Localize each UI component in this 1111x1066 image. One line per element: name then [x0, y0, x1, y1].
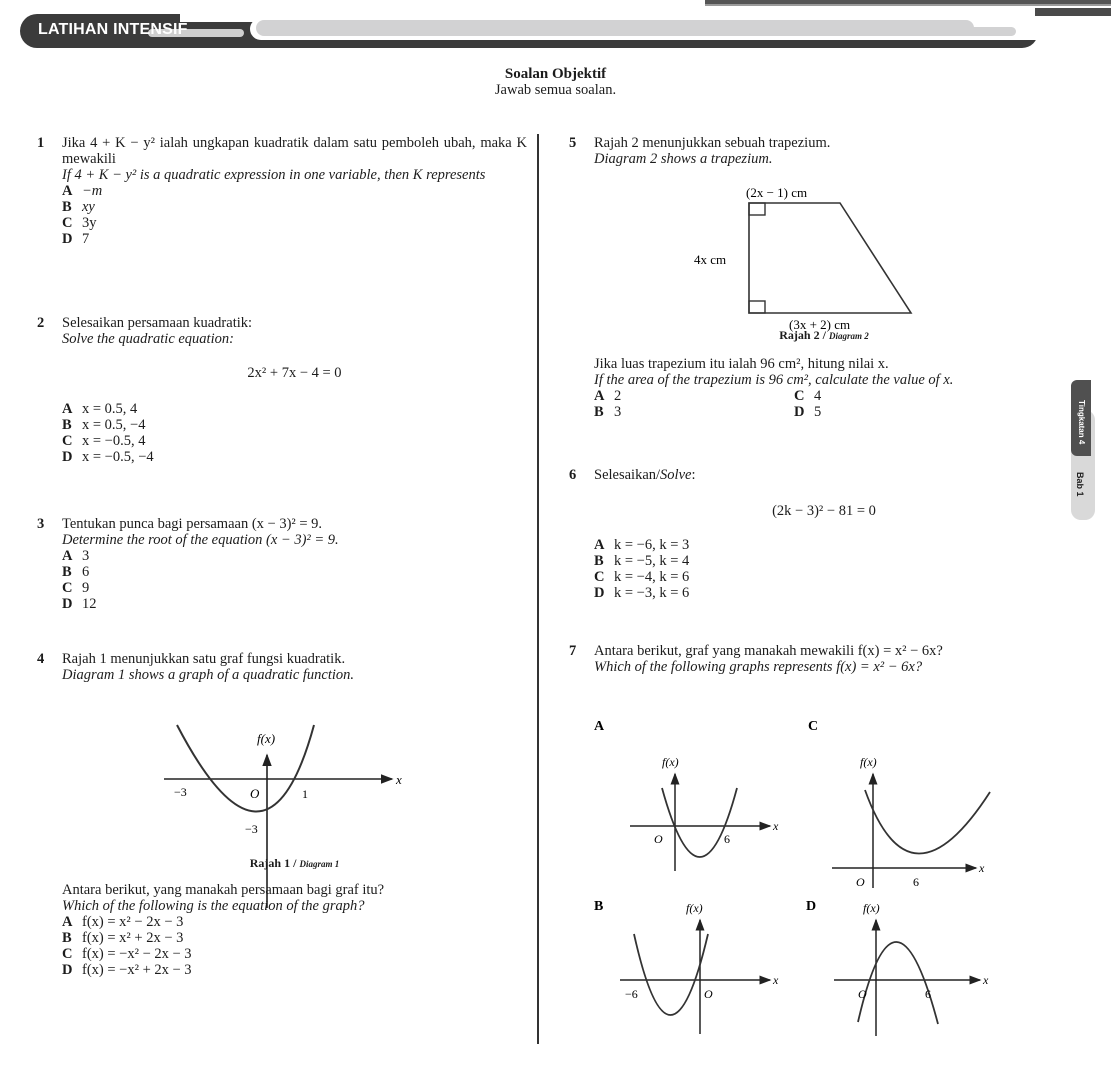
left-side-label: 4x cm — [694, 252, 727, 267]
caption-separator: / — [819, 328, 829, 342]
graph-option-a[interactable] — [594, 719, 779, 871]
diagram-1-caption — [62, 855, 527, 872]
root-label: −6 — [625, 987, 638, 1001]
option-b[interactable] — [62, 417, 527, 433]
question-text-en: Diagram 2 shows a trapezium. — [594, 151, 773, 167]
option-a[interactable] — [62, 548, 527, 564]
caption-ms: Rajah 2 — [779, 328, 820, 342]
option-a[interactable] — [62, 183, 527, 199]
question-text-ms: Selesaikan persamaan kuadratik: — [62, 315, 253, 331]
origin-label: O — [856, 875, 865, 889]
option-letter: D — [62, 231, 73, 247]
question-subtext-en: Which of the following is the equation of the graph? — [62, 898, 365, 914]
option-d[interactable] — [794, 404, 994, 420]
option-value: 6 — [82, 564, 90, 580]
question-text-en: Solve — [660, 467, 692, 483]
caption-separator: / — [290, 856, 300, 870]
option-letter: A — [62, 401, 73, 417]
origin-label: O — [704, 987, 713, 1001]
option-value: 2 — [614, 388, 622, 404]
side-tab-chapter-label: Bab 1 — [1075, 472, 1085, 497]
question-text-ms: Rajah 1 menunjukkan satu graf fungsi kuadratik. — [62, 651, 346, 667]
y-intercept-label: −3 — [245, 822, 258, 836]
option-letter: C — [594, 569, 605, 585]
option-letter: A — [62, 914, 73, 930]
option-a[interactable] — [594, 537, 1054, 553]
graph-option-d[interactable] — [806, 899, 989, 1036]
option-value: x = 0.5, 4 — [82, 401, 138, 417]
option-letter: B — [62, 417, 72, 433]
y-axis-label: f(x) — [686, 901, 703, 915]
x-axis-label: x — [983, 973, 989, 987]
option-d[interactable] — [594, 585, 1054, 601]
x-axis-label: x — [773, 973, 779, 987]
caption-en: Diagram 1 — [299, 859, 340, 869]
parabola-curve — [858, 942, 938, 1024]
parabola-curve — [177, 725, 314, 812]
option-letter: B — [62, 930, 72, 946]
option-value: k = −3, k = 6 — [614, 585, 690, 601]
option-d[interactable] — [62, 231, 527, 247]
option-letter: B — [62, 199, 72, 215]
option-d[interactable] — [62, 449, 527, 465]
question-text-ms: Jika 4 + K − y² ialah ungkapan kuadratik dalam satu pemboleh ubah, maka K mewakili — [62, 135, 527, 167]
option-b[interactable] — [594, 404, 794, 420]
diagram-1-graph — [62, 683, 527, 853]
question-text-ms: Selesaikan/ — [594, 467, 661, 483]
section-title: Soalan Objektif — [504, 66, 607, 82]
option-c[interactable] — [62, 215, 527, 231]
x-axis-label: x — [773, 819, 779, 833]
option-value: 7 — [82, 231, 90, 247]
option-value: k = −5, k = 4 — [614, 553, 690, 569]
option-b[interactable] — [62, 199, 527, 215]
option-c[interactable] — [794, 388, 994, 404]
question-number: 1 — [37, 135, 45, 151]
y-axis-label: f(x) — [860, 755, 877, 769]
parabola-curve — [865, 790, 990, 854]
right-angle-marker — [749, 301, 765, 313]
question-text-suffix: : — [691, 467, 696, 483]
parabola-curve — [634, 934, 708, 1015]
question-2 — [37, 315, 527, 465]
question-text — [594, 467, 1054, 483]
option-letter: D — [594, 585, 605, 601]
root-label: 6 — [913, 875, 919, 889]
option-value: 4 — [814, 388, 822, 404]
option-d[interactable] — [62, 962, 527, 978]
question-equation: 2x² + 7x − 4 = 0 — [247, 365, 342, 381]
origin-label: O — [654, 832, 663, 846]
question-subtext-ms: Jika luas trapezium itu ialah 96 cm², hitung nilai x. — [594, 356, 889, 372]
graph-option-b[interactable] — [594, 899, 779, 1034]
trapezium-shape — [749, 203, 911, 313]
option-letter: C — [62, 215, 73, 231]
option-value: f(x) = −x² + 2x − 3 — [82, 962, 192, 978]
option-value: 3 — [82, 548, 90, 564]
section-heading — [0, 66, 1111, 98]
option-value: 5 — [814, 404, 822, 420]
y-axis-label: f(x) — [863, 901, 880, 915]
option-value: 3y — [82, 215, 97, 231]
options-grid — [594, 388, 1054, 420]
option-letter: D — [62, 596, 73, 612]
option-letter: B — [594, 404, 604, 420]
section-instruction: Jawab semua soalan. — [494, 82, 617, 98]
question-text-en: If 4 + K − y² is a quadratic expression in one variable, then K represents — [62, 167, 486, 183]
question-text-en: Which of the following graphs represents f(x) = x² − 6x? — [594, 659, 923, 675]
option-b[interactable] — [62, 930, 527, 946]
column-divider — [537, 134, 539, 1044]
option-value: k = −6, k = 3 — [614, 537, 690, 553]
banner-gray-bar-end — [960, 27, 1016, 36]
question-7 — [569, 643, 1054, 675]
option-c[interactable] — [62, 946, 527, 962]
option-value: x = −0.5, 4 — [82, 433, 146, 449]
question-text-ms: Rajah 2 menunjukkan sebuah trapezium. — [594, 135, 831, 151]
question-number: 5 — [569, 135, 577, 151]
option-a[interactable] — [594, 388, 794, 404]
option-letter: B — [594, 899, 604, 914]
option-letter: B — [62, 564, 72, 580]
question-text-ms: Tentukan punca bagi persamaan (x − 3)² = 9. — [62, 516, 323, 532]
question-text-en: Diagram 1 shows a graph of a quadratic function. — [62, 667, 355, 683]
graph-option-c[interactable] — [808, 719, 990, 889]
option-letter: A — [594, 719, 605, 734]
y-axis-label: f(x) — [662, 755, 679, 769]
top-side-label: (2x − 1) cm — [746, 185, 808, 200]
option-letter: D — [794, 404, 805, 420]
diagram-2-caption — [594, 327, 1054, 344]
root-label: 6 — [724, 832, 730, 846]
option-value: x = −0.5, −4 — [82, 449, 154, 465]
option-b[interactable] — [594, 553, 1054, 569]
option-value: k = −4, k = 6 — [614, 569, 690, 585]
right-angle-marker — [749, 203, 765, 215]
question-5 — [569, 135, 1054, 420]
option-value: 3 — [614, 404, 622, 420]
option-letter: D — [62, 962, 73, 978]
option-letter: C — [794, 388, 805, 404]
parabola-curve — [662, 788, 737, 857]
question-subtext-en: If the area of the trapezium is 96 cm², calculate the value of x. — [594, 372, 954, 388]
origin-label: O — [250, 786, 260, 801]
option-value: f(x) = x² − 2x − 3 — [82, 914, 184, 930]
option-letter: A — [594, 537, 605, 553]
chapter-side-tab — [1071, 380, 1097, 520]
y-axis-label: f(x) — [257, 731, 276, 746]
header-top-strip-tail — [1035, 8, 1111, 16]
option-letter: A — [62, 183, 73, 199]
option-letter: A — [594, 388, 605, 404]
question-number: 4 — [37, 651, 45, 667]
question-subtext-ms: Antara berikut, yang manakah persamaan bagi graf itu? — [62, 882, 385, 898]
question-4 — [37, 651, 527, 978]
banner-gray-bar — [256, 20, 974, 36]
question-7-graph-options — [580, 716, 1050, 1056]
bottom-side-label: (3x + 2) cm — [789, 317, 851, 332]
option-c[interactable] — [62, 433, 527, 449]
option-value: f(x) = x² + 2x − 3 — [82, 930, 184, 946]
option-b[interactable] — [62, 564, 527, 580]
x-axis-label: x — [979, 861, 985, 875]
option-value: x = 0.5, −4 — [82, 417, 146, 433]
question-6 — [569, 467, 1054, 601]
option-value: xy — [82, 199, 95, 215]
option-letter: D — [806, 899, 817, 914]
question-text-en: Determine the root of the equation (x − 3)² = 9. — [62, 532, 339, 548]
question-number: 7 — [569, 643, 577, 659]
option-c[interactable] — [594, 569, 1054, 585]
option-value: −m — [82, 183, 103, 199]
banner-title: LATIHAN INTENSIF — [38, 21, 188, 38]
question-3 — [37, 516, 527, 612]
option-value: 12 — [82, 596, 97, 612]
option-value: f(x) = −x² − 2x − 3 — [82, 946, 192, 962]
question-text-ms: Antara berikut, graf yang manakah mewakili f(x) = x² − 6x? — [594, 643, 943, 659]
root-label: 6 — [925, 987, 931, 1001]
question-number: 6 — [569, 467, 577, 483]
x-intercept-label: −3 — [174, 785, 187, 799]
option-letter: D — [62, 449, 73, 465]
option-letter: C — [62, 580, 73, 596]
option-letter: C — [62, 946, 73, 962]
question-text-en: Solve the quadratic equation: — [62, 331, 234, 347]
option-a[interactable] — [62, 401, 527, 417]
caption-ms: Rajah 1 — [249, 856, 291, 870]
option-letter: C — [62, 433, 73, 449]
side-tab-form-label: Tingkatan 4 — [1077, 400, 1086, 445]
option-c[interactable] — [62, 580, 527, 596]
question-number: 3 — [37, 516, 45, 532]
question-equation: (2k − 3)² − 81 = 0 — [772, 503, 876, 519]
option-a[interactable] — [62, 914, 527, 930]
option-letter: A — [62, 548, 73, 564]
option-letter: B — [594, 553, 604, 569]
origin-label: O — [858, 987, 867, 1001]
option-letter: C — [808, 719, 819, 734]
question-1 — [37, 135, 527, 247]
x-intercept-label: 1 — [302, 787, 308, 801]
diagram-2-trapezium — [594, 167, 1054, 332]
header-banner — [20, 14, 1035, 48]
option-d[interactable] — [62, 596, 527, 612]
caption-en: Diagram 2 — [828, 331, 869, 341]
x-axis-label: x — [396, 772, 402, 787]
question-number: 2 — [37, 315, 45, 331]
header-top-strip — [705, 0, 1111, 6]
option-value: 9 — [82, 580, 90, 596]
